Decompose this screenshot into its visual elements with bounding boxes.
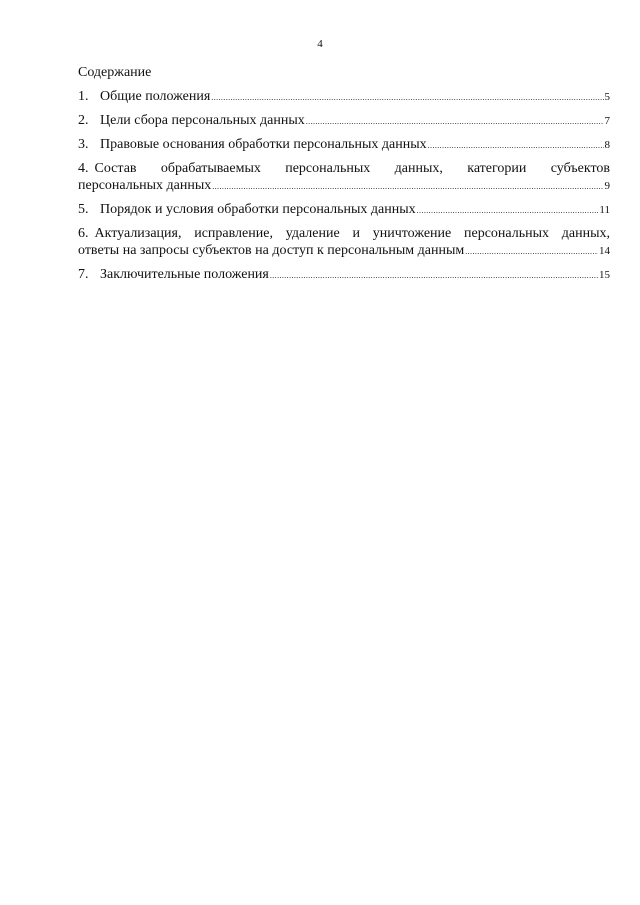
toc-item-6[interactable] xyxy=(78,225,610,260)
toc-item-page: 11 xyxy=(599,204,610,216)
toc-item-number: 1. xyxy=(78,89,89,104)
toc-leader-dots xyxy=(306,113,604,130)
toc-item-title-part1: Состав обрабатываемых персональных данных, категории субъектов xyxy=(94,161,610,176)
toc-leader-dots xyxy=(428,137,604,154)
toc-item-4[interactable] xyxy=(78,160,610,195)
toc-item-number: 4. xyxy=(78,161,89,176)
toc-item-title: Правовые основания обработки персональных данных xyxy=(100,137,427,152)
toc-item-title: Порядок и условия обработки персональных данных xyxy=(100,202,416,217)
toc-item-3[interactable] xyxy=(78,136,610,154)
toc-leader-dots xyxy=(417,202,599,219)
toc-item-title-line1 xyxy=(78,225,610,242)
toc-item-title: Цели сбора персональных данных xyxy=(100,113,305,128)
toc-heading: Содержание xyxy=(78,65,152,80)
toc-item-number: 5. xyxy=(78,202,89,217)
table-of-contents xyxy=(78,64,610,290)
toc-item-1[interactable] xyxy=(78,88,610,106)
toc-item-number: 3. xyxy=(78,137,89,152)
toc-leader-dots xyxy=(212,178,603,195)
toc-item-page: 9 xyxy=(604,180,610,192)
toc-item-5[interactable] xyxy=(78,201,610,219)
toc-list xyxy=(78,88,610,284)
toc-item-number: 7. xyxy=(78,267,89,282)
toc-item-title-part2: ответы на запросы субъектов на доступ к персональным данным xyxy=(78,243,465,258)
toc-item-page: 15 xyxy=(599,269,610,281)
toc-leader-dots xyxy=(211,89,603,106)
toc-item-title-line1 xyxy=(78,160,610,177)
toc-item-page: 7 xyxy=(604,115,610,127)
toc-leader-dots xyxy=(465,243,598,260)
toc-item-title: Заключительные положения xyxy=(100,267,269,282)
toc-item-page: 8 xyxy=(604,139,610,151)
toc-item-page: 5 xyxy=(604,91,610,103)
page-number: 4 xyxy=(317,38,323,50)
toc-item-number: 6. xyxy=(78,226,89,241)
toc-leader-dots xyxy=(270,267,598,284)
toc-item-title-part2: персональных данных xyxy=(78,178,212,193)
toc-item-7[interactable] xyxy=(78,266,610,284)
toc-item-title: Общие положения xyxy=(100,89,211,104)
toc-item-page: 14 xyxy=(599,245,610,257)
toc-item-2[interactable] xyxy=(78,112,610,130)
toc-item-title-part1: Актуализация, исправление, удаление и уничтожение персональных данных, xyxy=(94,226,610,241)
toc-item-number: 2. xyxy=(78,113,89,128)
